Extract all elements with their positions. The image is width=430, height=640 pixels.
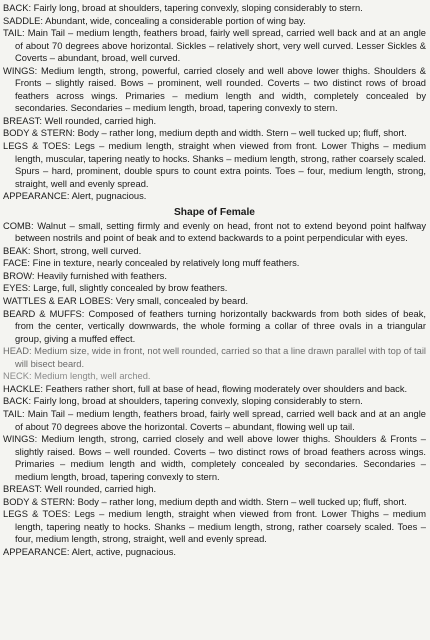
entry-text: Abundant, wide, concealing a considerable portion of wing bay. [45, 15, 306, 26]
entry-term: LEGS & TOES: [3, 141, 71, 152]
entry-appearance [3, 546, 426, 559]
entry-text: Heavily furnished with feathers. [37, 270, 167, 281]
entry-text: Medium length, strong, powerful, carried closely and well above lower thighs. Shoulders & Fronts – slightly raised. Bows – prominent, well rounded. Coverts – two distinct rows of broad feathers across wings. Primaries – medium length and width, completely concealed by secondaries. Secondaries – medium length, broad, tapering convexly to stern. [15, 65, 426, 114]
entry-term: BACK: [3, 3, 32, 13]
entry-term: APPEARANCE: [3, 191, 70, 202]
entry-term: TAIL: [3, 28, 25, 39]
entry-hackle [3, 383, 426, 396]
entry-text: Short, strong, well curved. [33, 245, 142, 256]
entry-wattles-ear-lobes [3, 295, 426, 308]
entry-back [3, 395, 426, 408]
entry-text: Large, full, slightly concealed by brow feathers. [33, 283, 228, 294]
entry-term: BREAST: [3, 115, 42, 126]
entry-term: EYES: [3, 283, 31, 294]
entry-term: NECK: [3, 371, 32, 382]
entry-wings [3, 433, 426, 483]
entry-beard-muffs [3, 308, 426, 346]
entry-term: BODY & STERN: [3, 128, 75, 139]
entry-term: APPEARANCE: [3, 546, 70, 557]
entry-text: Well rounded, carried high. [44, 115, 157, 126]
entry-text: Alert, pugnacious. [71, 191, 147, 202]
entry-text: Body – rather long, medium depth and width. Stern – well tucked up; fluff, short. [77, 128, 407, 139]
entry-text: Fairly long, broad at shoulders, tapering convexly, sloping considerably to stern. [33, 396, 363, 407]
entry-term: BROW: [3, 270, 35, 281]
entry-term: LEGS & TOES: [3, 509, 71, 520]
entry-term: HACKLE: [3, 383, 43, 394]
entry-term: WINGS: [3, 434, 38, 445]
entry-term: FACE: [3, 258, 30, 269]
entry-term: WINGS: [3, 65, 38, 76]
entry-eyes [3, 282, 426, 295]
entry-legs-toes [3, 508, 426, 546]
entry-wings [3, 65, 426, 115]
entry-comb [3, 220, 426, 245]
entry-face [3, 257, 426, 270]
entry-body-stern [3, 496, 426, 509]
entry-text: Main Tail – medium length, feathers broad, fairly well spread, carried well back and at an angle of about 70 degrees above horizontal. Sickles – relatively short, very well curved. Lesser Sickles & Coverts – abundant, broad, well curved. [15, 28, 426, 64]
entry-term: BREAST: [3, 484, 42, 495]
entry-appearance [3, 190, 426, 203]
entry-body-stern [3, 127, 426, 140]
entry-term: BEARD & MUFFS: [3, 308, 85, 319]
entry-text: Feathers rather short, full at base of head, flowing moderately over shoulders and back. [45, 383, 408, 394]
entry-term: BACK: [3, 396, 32, 407]
entry-text: Alert, active, pugnacious. [71, 546, 176, 557]
entry-text: Composed of feathers turning horizontally backwards from both sides of beak, from the center, vertically downwards, the whole forming a collar of three ovals in a triangular group, giving a muffed effect. [15, 308, 426, 344]
entry-term: COMB: [3, 220, 34, 231]
entry-text: Main Tail – medium length, feathers broad, fairly well spread, carried well back and at an angle of about 70 degrees above the horizontal. Coverts – abundant, flowing well up tail. [15, 408, 426, 432]
entry-breast [3, 483, 426, 496]
entry-text: Fine in texture, nearly concealed by relatively long muff feathers. [32, 258, 300, 269]
entry-term: WATTLES & EAR LOBES: [3, 296, 114, 307]
entry-text: Well rounded, carried high. [44, 484, 157, 495]
entry-text: Legs – medium length, straight when viewed from front. Lower Thighs – medium length, tapering neatly to hocks. Shanks – medium length, strong, rather coarsely scaled. Toes – four, medium length, strong, straight, well and evenly spread. [15, 509, 426, 545]
entry-tail [3, 27, 426, 65]
entry-term: TAIL: [3, 408, 25, 419]
entry-text: Body – rather long, medium depth and width. Stern – well tucked up; fluff, short. [77, 496, 407, 507]
entry-beak [3, 245, 426, 258]
entry-legs-toes [3, 140, 426, 190]
entry-text: Medium length, well arched. [34, 371, 151, 382]
entry-text: Medium size, wide in front, not well rounded, carried so that a line drawn parallel with top of tail will bisect beard. [15, 346, 426, 369]
entry-breast [3, 115, 426, 128]
entry-back [3, 2, 426, 15]
entry-saddle [3, 15, 426, 28]
entry-text: Walnut – small, setting firmly and evenly on head, front not to extend beyond point halfway between nostrils and point of beak and to extend backwards to a point perpendicular with eyes. [15, 220, 426, 244]
entry-term: BEAK: [3, 245, 31, 256]
entry-head [3, 345, 426, 370]
entry-neck [3, 370, 426, 383]
entry-brow [3, 270, 426, 283]
entry-term: SADDLE: [3, 15, 43, 26]
entry-text: Very small, concealed by beard. [115, 296, 249, 307]
entry-term: HEAD: [3, 346, 32, 357]
entry-text: Fairly long, broad at shoulders, tapering convexly, sloping considerably to stern. [33, 3, 363, 13]
entry-text: Legs – medium length, straight when viewed from front. Lower Thighs – medium length, muscular, tapering neatly to hocks. Shanks – medium length, strong, rather coarsely scaled. Spurs – hard, prominent, double spurs to count extra points. Toes – four, medium length, strong, straight, well and evenly spread. [15, 141, 426, 189]
entry-term: BODY & STERN: [3, 496, 75, 507]
section-heading: Shape of Female [174, 206, 255, 218]
entry-text: Medium length, strong, carried closely and well above lower thighs. Shoulders & Fronts – slightly raised. Bows – well rounded. Coverts – two distinct rows of broad feathers across wings. Primaries – medium length and width, completely concealed by secondaries. Secondaries – medium length, broad, tapering convexly to stern. [15, 434, 426, 482]
entry-tail [3, 408, 426, 433]
